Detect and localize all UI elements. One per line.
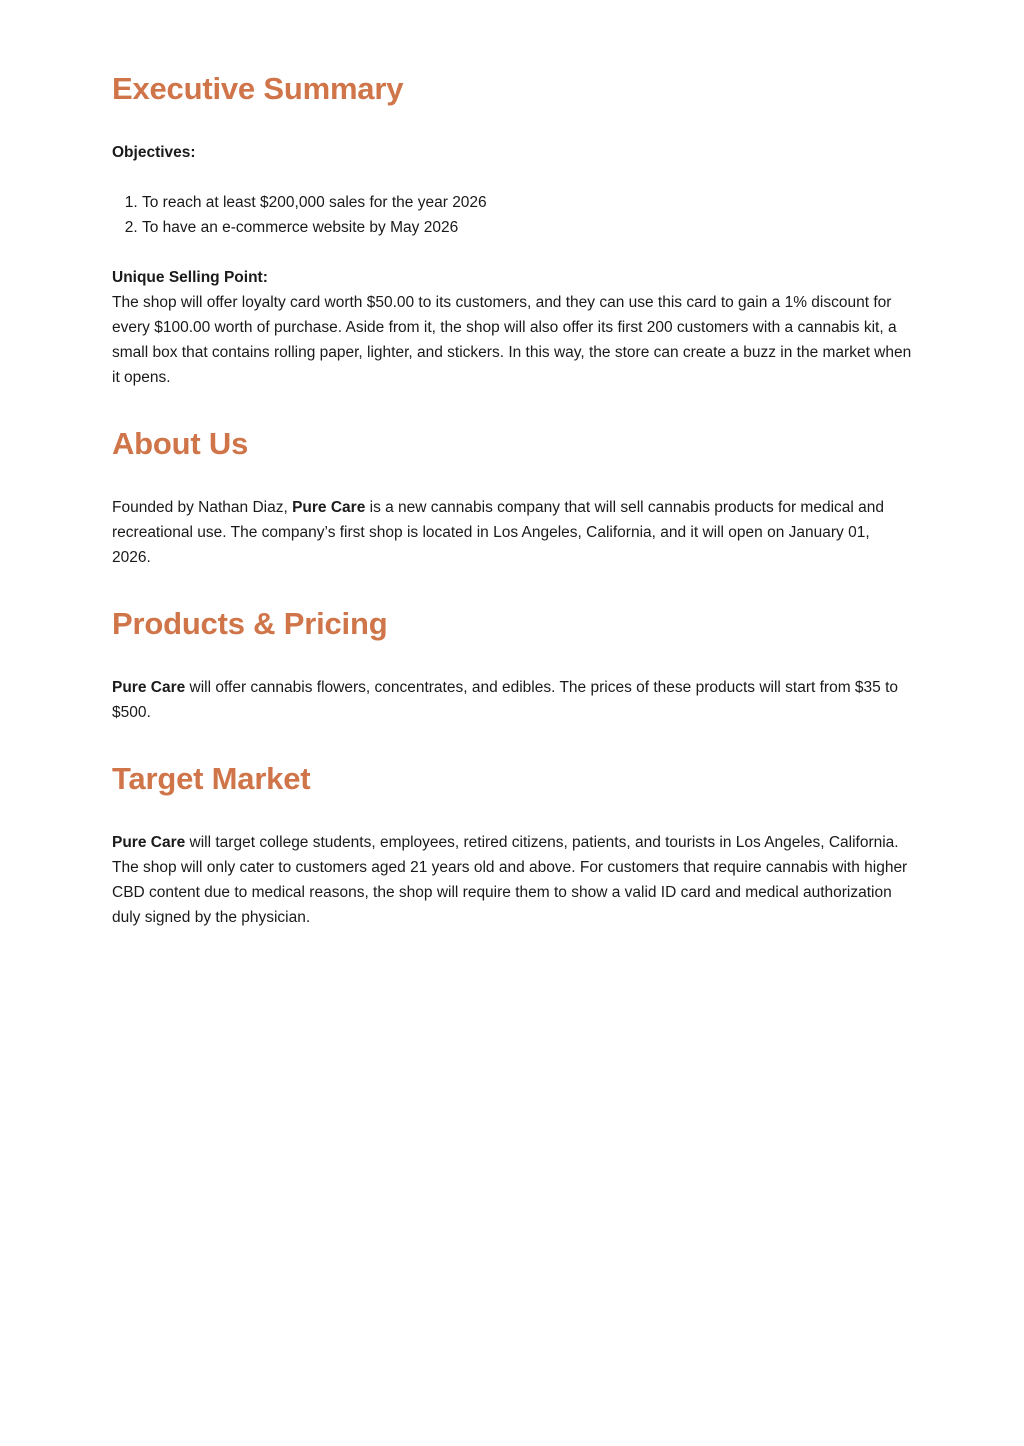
objective-item: 1. To reach at least $200,000 sales for the year 2026: [142, 190, 487, 215]
unique-selling-point-block: [112, 265, 912, 390]
about-us-paragraph: [112, 495, 912, 570]
products-pricing-heading: Products & Pricing: [112, 606, 388, 641]
about-text-body: is a new cannabis company that will sell cannabis products for medical and recreational use. The company’s first shop is located in Los Angeles, California, and it will open on January 01, 2026.: [112, 499, 884, 566]
usp-label: Unique Selling Point:: [112, 269, 268, 286]
about-text-intro: Founded by Nathan Diaz,: [112, 499, 293, 516]
products-text-body: will offer cannabis flowers, concentrates, and edibles. The prices of these products will start from $35 to $500.: [112, 679, 899, 721]
target-market-heading: Target Market: [112, 761, 311, 796]
brand-name: Pure Care: [112, 679, 186, 696]
target-market-paragraph: [112, 830, 912, 930]
about-us-heading: About Us: [112, 426, 249, 461]
objectives-label: Objectives:: [112, 144, 196, 161]
executive-summary-heading: Executive Summary: [112, 71, 404, 106]
objectives-list: [112, 190, 487, 240]
usp-paragraph: The shop will offer loyalty card worth $50.00 to its customers, and they can use this card to gain a 1% discount for every $100.00 worth of purchase. Aside from it, the shop will also offer its first 200 customers with a cannabis kit, a small box that contains rolling paper, lighter, and stickers. In this way, the store can create a buzz in the market when it opens.: [112, 294, 912, 386]
target-text-body: will target college students, employees, retired citizens, patients, and tourists in Los Angeles, California. The shop will only cater to customers aged 21 years old and above. For customers that require cannabis with higher CBD content due to medical reasons, the shop will require them to show a valid ID card and medical authorization duly signed by the physician.: [112, 834, 908, 926]
brand-name: Pure Care: [112, 834, 186, 851]
brand-name: Pure Care: [292, 499, 366, 516]
products-pricing-paragraph: [112, 675, 912, 725]
objective-item: 2. To have an e-commerce website by May 2026: [142, 215, 487, 240]
